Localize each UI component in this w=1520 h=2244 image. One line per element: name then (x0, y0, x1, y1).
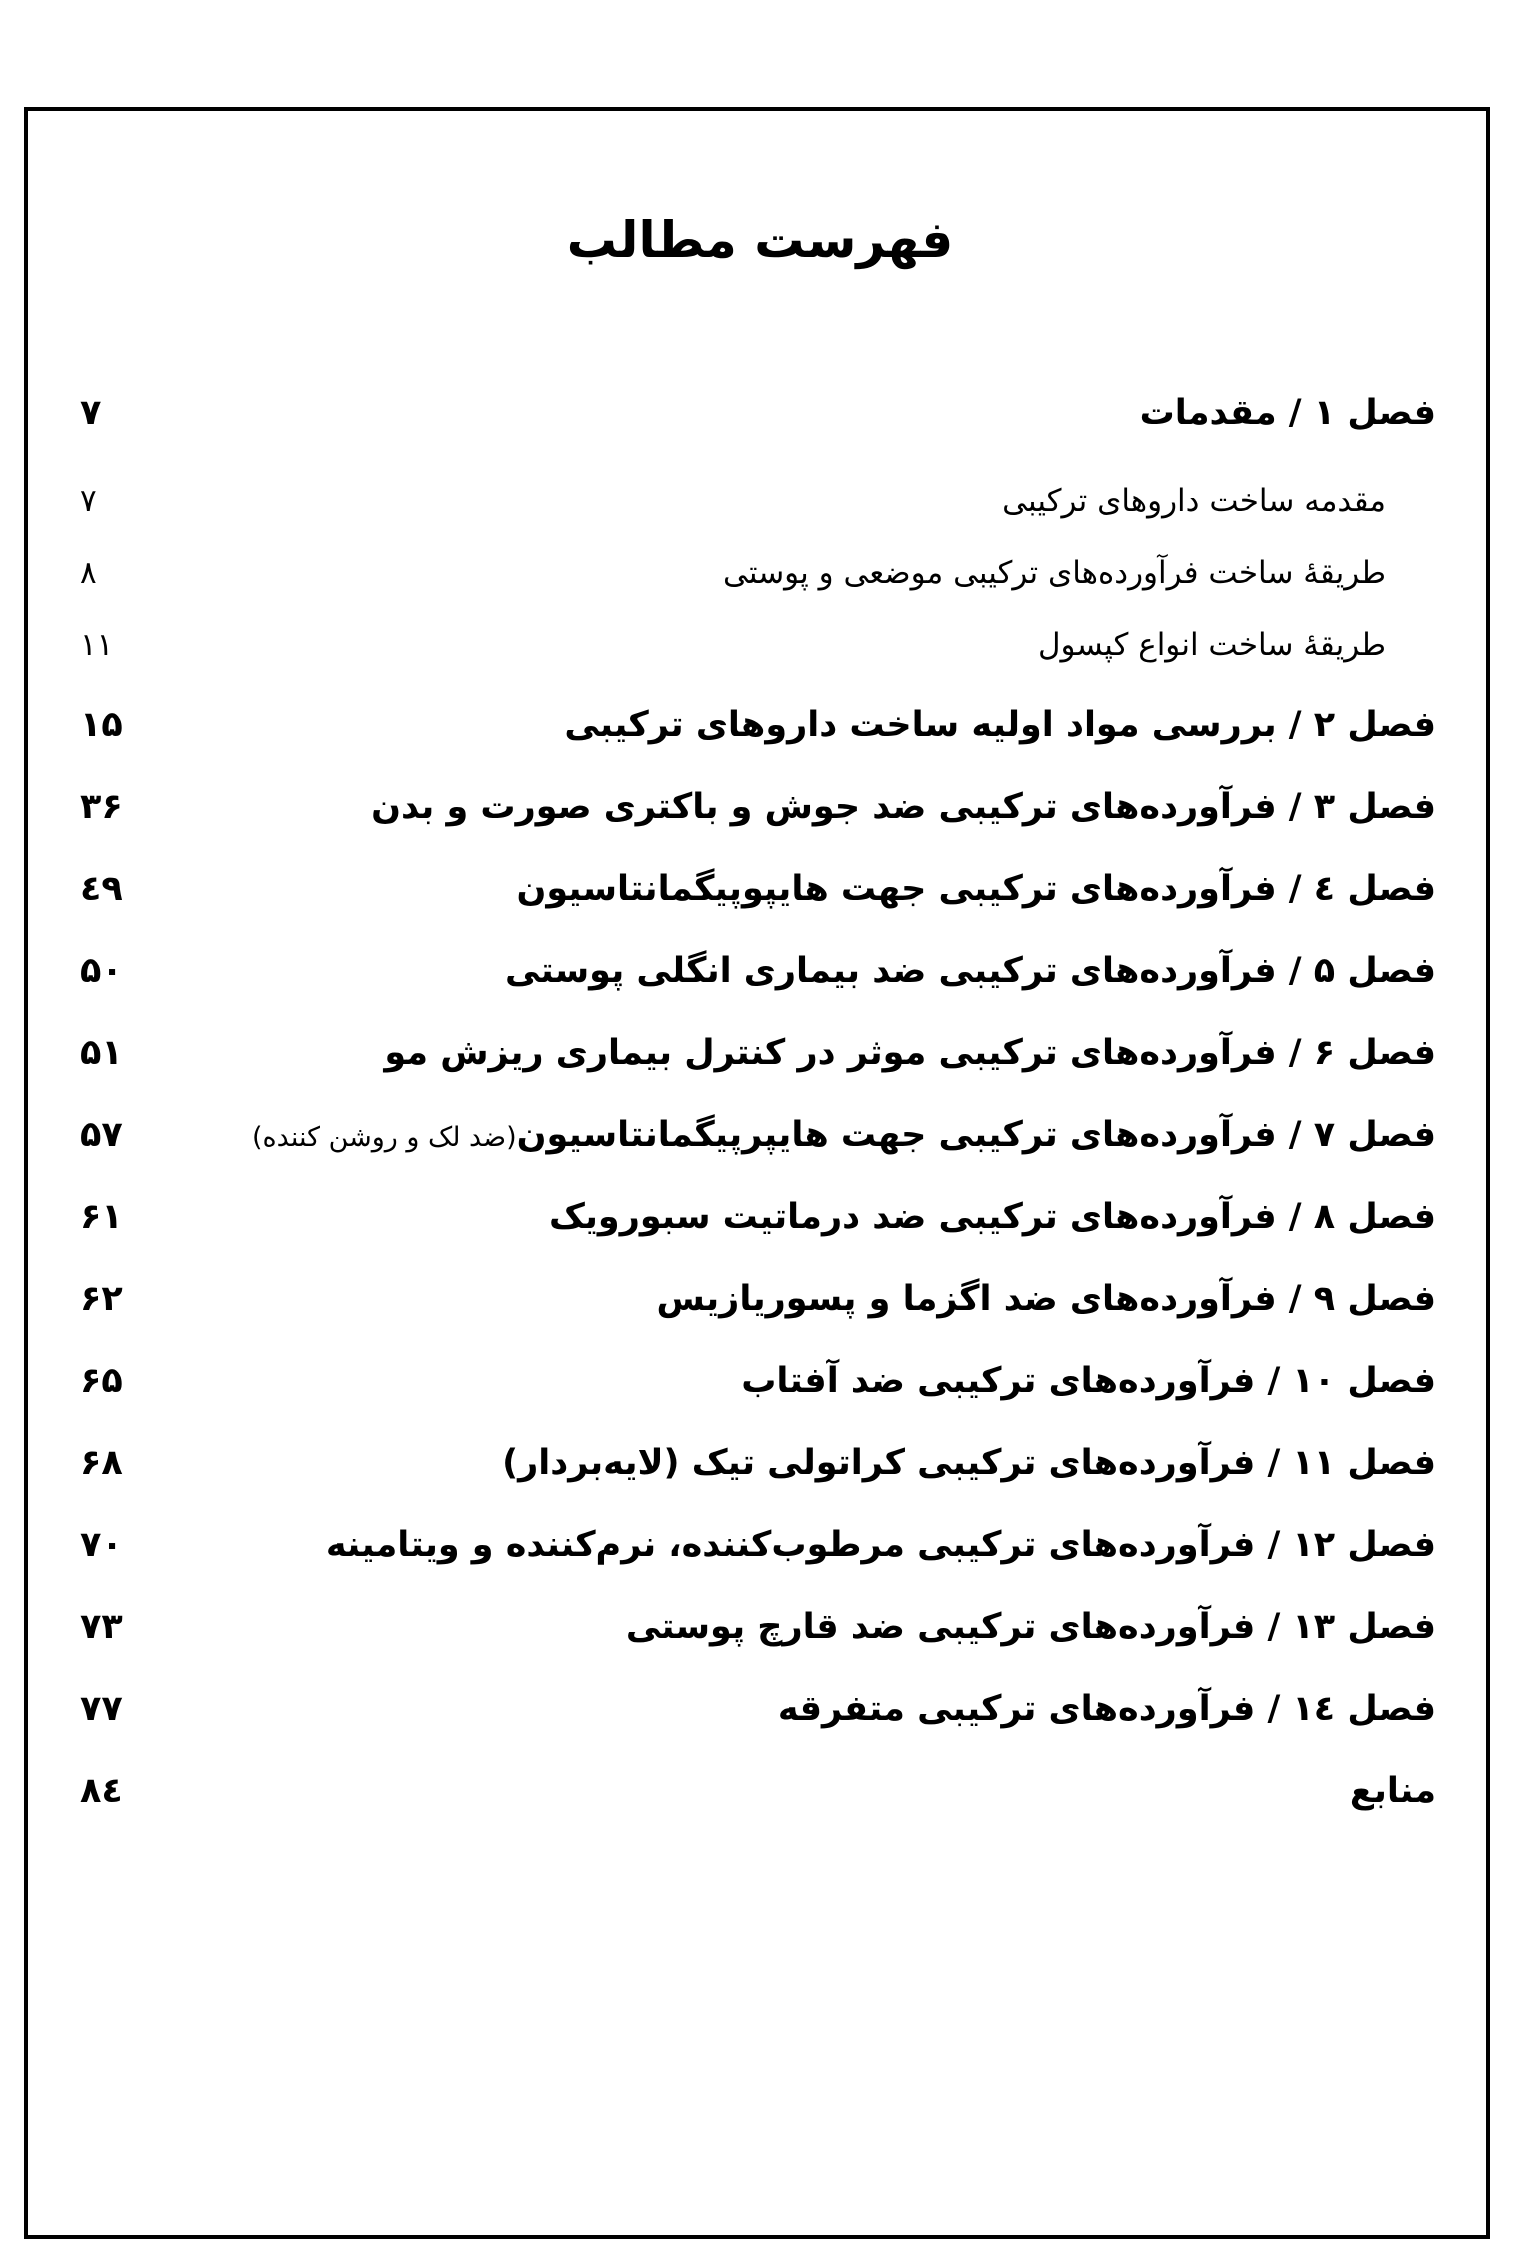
toc-entry-label: فصل ۸ / فرآورده‌های ترکیبی ضد درماتیت سبورویک (548, 1197, 1436, 1237)
toc-entry-label: فصل ۵ / فرآورده‌های ترکیبی ضد بیماری انگلی پوستی (505, 951, 1436, 991)
toc-entry-chapter-1[interactable] (70, 378, 1436, 466)
toc-entry-chapter-8[interactable] (70, 1182, 1436, 1264)
toc-entry-page-number: ۶۵ (80, 1361, 123, 1401)
toc-entry-chapter-7[interactable] (70, 1100, 1436, 1182)
toc-entry-page-number: ۶۱ (80, 1197, 123, 1237)
toc-entry-page-number: ۵۰ (80, 951, 123, 991)
toc-entry-page-number: ۵۷ (80, 1115, 123, 1155)
toc-entry-label: فصل ۲ / بررسی مواد اولیه ساخت داروهای ترکیبی (564, 705, 1436, 745)
toc-entry-label: فصل ٤ / فرآورده‌های ترکیبی جهت هایپوپیگمانتاسیون (516, 869, 1436, 909)
toc-entry-label: فصل ۱۰ / فرآورده‌های ترکیبی ضد آفتاب (741, 1361, 1436, 1401)
toc-entry-page-number: ۷۰ (80, 1525, 123, 1565)
toc-entry-page-number: ۳۶ (80, 787, 123, 827)
toc-entry-page-number: ٤۹ (80, 869, 123, 909)
toc-entry-label: فصل ۹ / فرآورده‌های ضد اگزما و پسوریازیس (656, 1279, 1436, 1319)
toc-entry-chapter-13[interactable] (70, 1592, 1436, 1674)
toc-entry-chapter-12[interactable] (70, 1510, 1436, 1592)
toc-entry-page-number: ۶۲ (80, 1279, 123, 1319)
toc-entry-label: فصل ۳ / فرآورده‌های ترکیبی ضد جوش و باکتری صورت و بدن (371, 787, 1436, 827)
toc-entry-label: فصل ۱۲ / فرآورده‌های ترکیبی مرطوب‌کننده، نرم‌کننده و ویتامینه (325, 1525, 1436, 1565)
toc-entry-page-number: ۸ (80, 555, 97, 591)
toc-entry-chapter-11[interactable] (70, 1428, 1436, 1510)
toc-entry-note: (ضد لک و روشن کننده) (251, 1122, 517, 1153)
toc-entry-chapter-5[interactable] (70, 936, 1436, 1018)
toc-entry-label: فصل ۷ / فرآورده‌های ترکیبی جهت هایپرپیگمانتاسیون (516, 1115, 1436, 1155)
page-title: فهرست مطالب (566, 211, 954, 269)
toc-entry-page-number: ۷۷ (80, 1689, 123, 1729)
toc-entry-label: طریقهٔ ساخت انواع کپسول (1038, 627, 1386, 663)
toc-entry-chapter-10[interactable] (70, 1346, 1436, 1428)
toc-entry-page-number: ۱۱ (80, 627, 114, 663)
table-of-contents (70, 378, 1436, 1838)
toc-entry-chapter-9[interactable] (70, 1264, 1436, 1346)
toc-entry-page-number: ۸٤ (80, 1771, 123, 1811)
toc-entry-label: فصل ۶ / فرآورده‌های ترکیبی موثر در کنترل بیماری ریزش مو (384, 1033, 1436, 1073)
toc-entry-references[interactable] (70, 1756, 1436, 1838)
toc-entry-label: فصل ۱ / مقدمات (1139, 393, 1436, 433)
toc-entry-page-number: ۷ (80, 393, 102, 433)
toc-entry-page-number: ۵۱ (80, 1033, 123, 1073)
toc-entry-label: فصل ۱۳ / فرآورده‌های ترکیبی ضد قارچ پوستی (625, 1607, 1436, 1647)
toc-entry-label: طریقهٔ ساخت فرآورده‌های ترکیبی موضعی و پوستی (723, 555, 1386, 591)
toc-entry-label: فصل ١٤ / فرآورده‌های ترکیبی متفرقه (777, 1689, 1436, 1729)
toc-subentry[interactable] (70, 466, 1436, 538)
toc-entry-chapter-4[interactable] (70, 854, 1436, 936)
toc-entry-chapter-2[interactable] (70, 690, 1436, 772)
toc-entry-chapter-6[interactable] (70, 1018, 1436, 1100)
toc-subentry[interactable] (70, 610, 1436, 682)
toc-entry-page-number: ۱۵ (80, 705, 123, 745)
toc-entry-label: مقدمه ساخت داروهای ترکیبی (1002, 483, 1386, 519)
toc-entry-label: منابع (1349, 1771, 1436, 1811)
toc-entry-chapter-14[interactable] (70, 1674, 1436, 1756)
toc-entry-label-group (252, 1100, 1436, 1173)
toc-entry-page-number: ۷۳ (80, 1607, 123, 1647)
toc-subentry[interactable] (70, 538, 1436, 610)
toc-entry-page-number: ۶۸ (80, 1443, 123, 1483)
toc-entry-label: فصل ۱۱ / فرآورده‌های ترکیبی کراتولی تیک (لایه‌بردار) (502, 1443, 1436, 1483)
toc-entry-chapter-3[interactable] (70, 772, 1436, 854)
toc-entry-page-number: ۷ (80, 483, 97, 519)
